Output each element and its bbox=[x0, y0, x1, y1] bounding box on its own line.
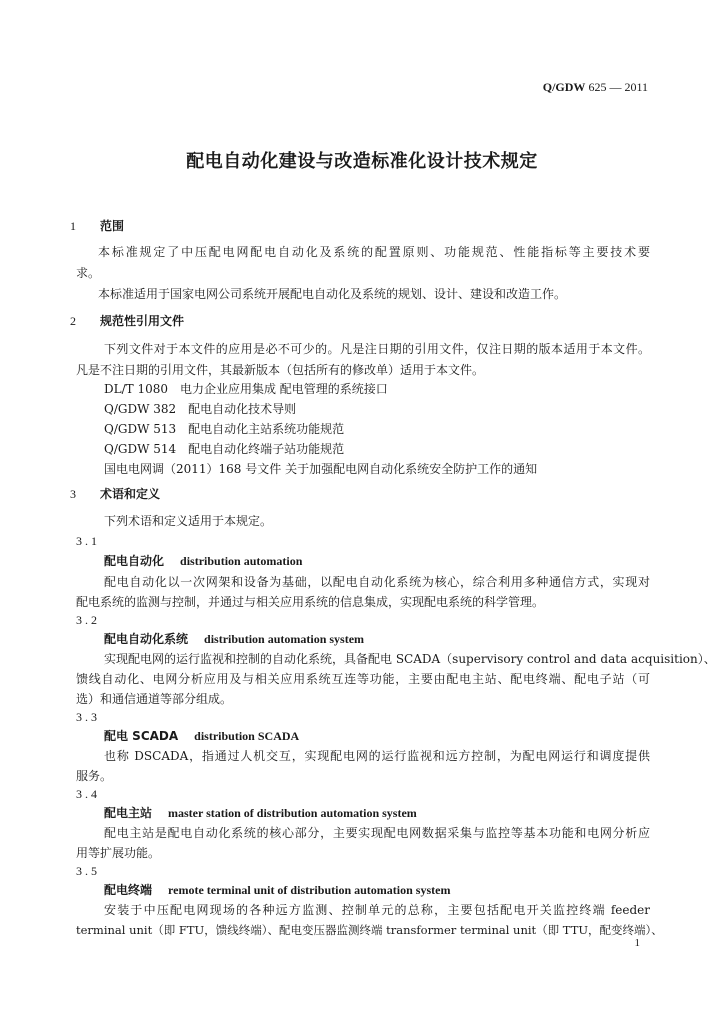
section-title: 术语和定义 bbox=[100, 487, 161, 501]
clause-number: 3.5 bbox=[76, 864, 100, 878]
paragraph-line: 求。 bbox=[76, 266, 101, 280]
document-title: 配电自动化建设与改造标准化设计技术规定 bbox=[186, 151, 538, 172]
section-number: 3 bbox=[70, 487, 76, 501]
standard-code: 625 — 2011 bbox=[588, 80, 648, 94]
term-heading bbox=[104, 631, 364, 647]
paragraph-line: 服务。 bbox=[76, 769, 113, 783]
term-heading bbox=[104, 805, 417, 821]
clause-number: 3.4 bbox=[76, 787, 100, 801]
term-heading bbox=[104, 553, 302, 569]
paragraph-line: 也称 DSCADA，指通过人机交互，实现配电网的运行监视和远方控制，为配电网运行和调度提供 bbox=[104, 749, 650, 763]
section-3-heading bbox=[70, 486, 160, 502]
reference-item: DL/T 1080 电力企业应用集成 配电管理的系统接口 bbox=[104, 382, 388, 396]
term-english: distribution automation system bbox=[204, 632, 365, 646]
paragraph-line: 下列文件对于本文件的应用是必不可少的。凡是注日期的引用文件，仅注日期的版本适用于本文件。 bbox=[104, 342, 650, 356]
paragraph-line: 本标准规定了中压配电网配电自动化及系统的配置原则、功能规范、性能指标等主要技术要 bbox=[98, 245, 650, 259]
section-number: 2 bbox=[70, 314, 76, 328]
section-number: 1 bbox=[70, 219, 76, 233]
clause-number: 3.3 bbox=[76, 710, 100, 724]
paragraph-line: 安装于中压配电网现场的各种远方监测、控制单元的总称，主要包括配电开关监控终端 feeder bbox=[104, 903, 650, 917]
section-title: 规范性引用文件 bbox=[100, 314, 185, 328]
paragraph-line: 配电系统的监测与控制，并通过与相关应用系统的信息集成，实现配电系统的科学管理。 bbox=[76, 595, 545, 609]
paragraph-line: 下列术语和定义适用于本规定。 bbox=[104, 514, 273, 528]
term-heading bbox=[104, 882, 450, 898]
paragraph-line: 馈线自动化、电网分析应用及与相关应用系统互连等功能，主要由配电主站、配电终端、配电子站（可 bbox=[76, 672, 650, 686]
term-english: master station of distribution automation system bbox=[168, 806, 417, 820]
paragraph-line: 凡是不注日期的引用文件，其最新版本（包括所有的修改单）适用于本文件。 bbox=[76, 363, 485, 377]
page-number: 1 bbox=[634, 937, 640, 949]
reference-item: Q/GDW 382 配电自动化技术导则 bbox=[104, 402, 297, 416]
standard-number bbox=[543, 80, 648, 95]
reference-item: Q/GDW 513 配电自动化主站系统功能规范 bbox=[104, 422, 345, 436]
paragraph-line: 本标准适用于国家电网公司系统开展配电自动化及系统的规划、设计、建设和改造工作。 bbox=[98, 287, 567, 301]
clause-number: 3.2 bbox=[76, 613, 100, 627]
paragraph-line: 选）和通信通道等部分组成。 bbox=[76, 692, 233, 706]
term-chinese: 配电 SCADA bbox=[104, 729, 179, 743]
term-chinese: 配电主站 bbox=[104, 806, 153, 820]
paragraph-line: terminal unit（即 FTU，馈线终端）、配电变压器监测终端 transformer terminal unit（即 TTU，配变终端）、 bbox=[76, 923, 663, 937]
section-2-heading bbox=[70, 313, 184, 329]
section-1-heading bbox=[70, 218, 124, 234]
clause-number: 3.1 bbox=[76, 534, 100, 548]
paragraph-line: 实现配电网的运行监视和控制的自动化系统，具备配电 SCADA（supervisory control and data acquisition）、 bbox=[104, 652, 716, 666]
term-english: distribution automation bbox=[180, 554, 303, 568]
paragraph-line: 用等扩展功能。 bbox=[76, 846, 161, 860]
term-heading bbox=[104, 728, 299, 744]
term-english: remote terminal unit of distribution automation system bbox=[168, 883, 451, 897]
reference-item: 国电电网调（2011）168 号文件 关于加强配电网自动化系统安全防护工作的通知 bbox=[104, 462, 538, 476]
term-chinese: 配电自动化系统 bbox=[104, 632, 189, 646]
paragraph-line: 配电自动化以一次网架和设备为基础，以配电自动化系统为核心，综合利用多种通信方式，实现对 bbox=[104, 575, 650, 589]
term-chinese: 配电终端 bbox=[104, 883, 153, 897]
section-title: 范围 bbox=[100, 219, 125, 233]
term-english: distribution SCADA bbox=[194, 729, 300, 743]
standard-prefix: Q/GDW bbox=[542, 80, 586, 94]
term-chinese: 配电自动化 bbox=[104, 554, 165, 568]
reference-item: Q/GDW 514 配电自动化终端子站功能规范 bbox=[104, 442, 345, 456]
paragraph-line: 配电主站是配电自动化系统的核心部分，主要实现配电网数据采集与监控等基本功能和电网分析应 bbox=[104, 826, 650, 840]
